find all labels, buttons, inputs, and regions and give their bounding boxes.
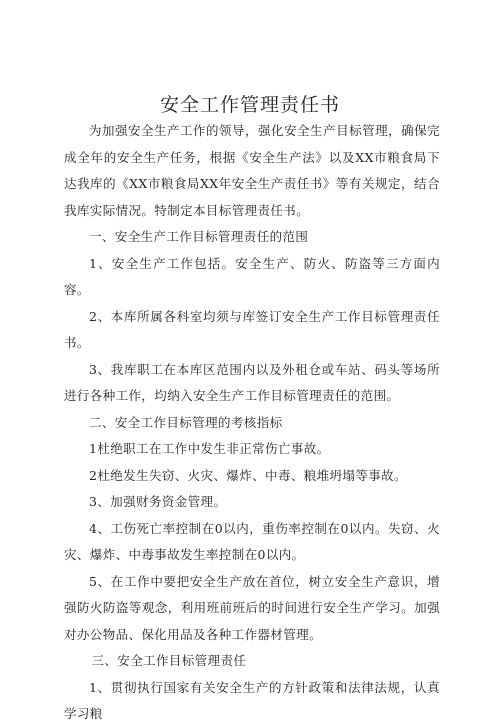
- paragraph-2-4: 4、工伤死亡率控制在0以内，重伤率控制在0以内。失窃、火灾、爆炸、中毒事故发生率控制在0以内。: [64, 520, 440, 562]
- paragraph-2-3: 3、加强财务资金管理。: [89, 494, 227, 509]
- paragraph-3-1: 1、贯彻执行国家有关安全生产的方针政策和法律法规，认真学习粮: [64, 679, 440, 721]
- section-heading-2: 二、安全工作目标管理的考核指标: [89, 414, 283, 430]
- paragraph-1-2: 2、本库所属各科室均须与库签订安全生产工作目标管理责任书。: [64, 308, 440, 350]
- paragraph-2-1: 1杜绝职工在工作中发生非正常伤亡事故。: [89, 441, 330, 456]
- document-title: 安全工作管理责任书: [159, 94, 340, 116]
- intro-paragraph: 为加强安全生产工作的领导，强化安全生产目标管理，确保完成全年的安全生产任务，根据《安全生产法》以及XX市粮食局下达我库的《XX市粮食局XX年安全生产责任书》等有关规定，结合我库实际情况。特制定本目标管理责任书。: [64, 123, 440, 218]
- document-body: [64, 118, 440, 728]
- paragraph-2-5: 5、在工作中要把安全生产放在首位，树立安全生产意识，增强防火防盗等观念，利用班前班后的时间进行安全生产学习。加强对办公物品、保化用品及各种工作器材管理。: [64, 573, 440, 642]
- paragraph-2-2: 2杜绝发生失窃、火灾、爆炸、中毒、粮堆坍塌等事故。: [89, 467, 407, 483]
- paragraph-1-1: 1、安全生产工作包括。安全生产、防火、防盗等三方面内容。: [64, 255, 440, 297]
- section-heading-3: 三、安全工作目标管理责任: [91, 653, 247, 668]
- section-heading-1: 一、安全生产工作目标管理责任的范围: [89, 229, 309, 244]
- paragraph-1-3: 3、我库职工在本库区范围内以及外租仓或车站、码头等场所进行各种工作，均纳入安全生产工作目标管理责任的范围。: [64, 361, 440, 403]
